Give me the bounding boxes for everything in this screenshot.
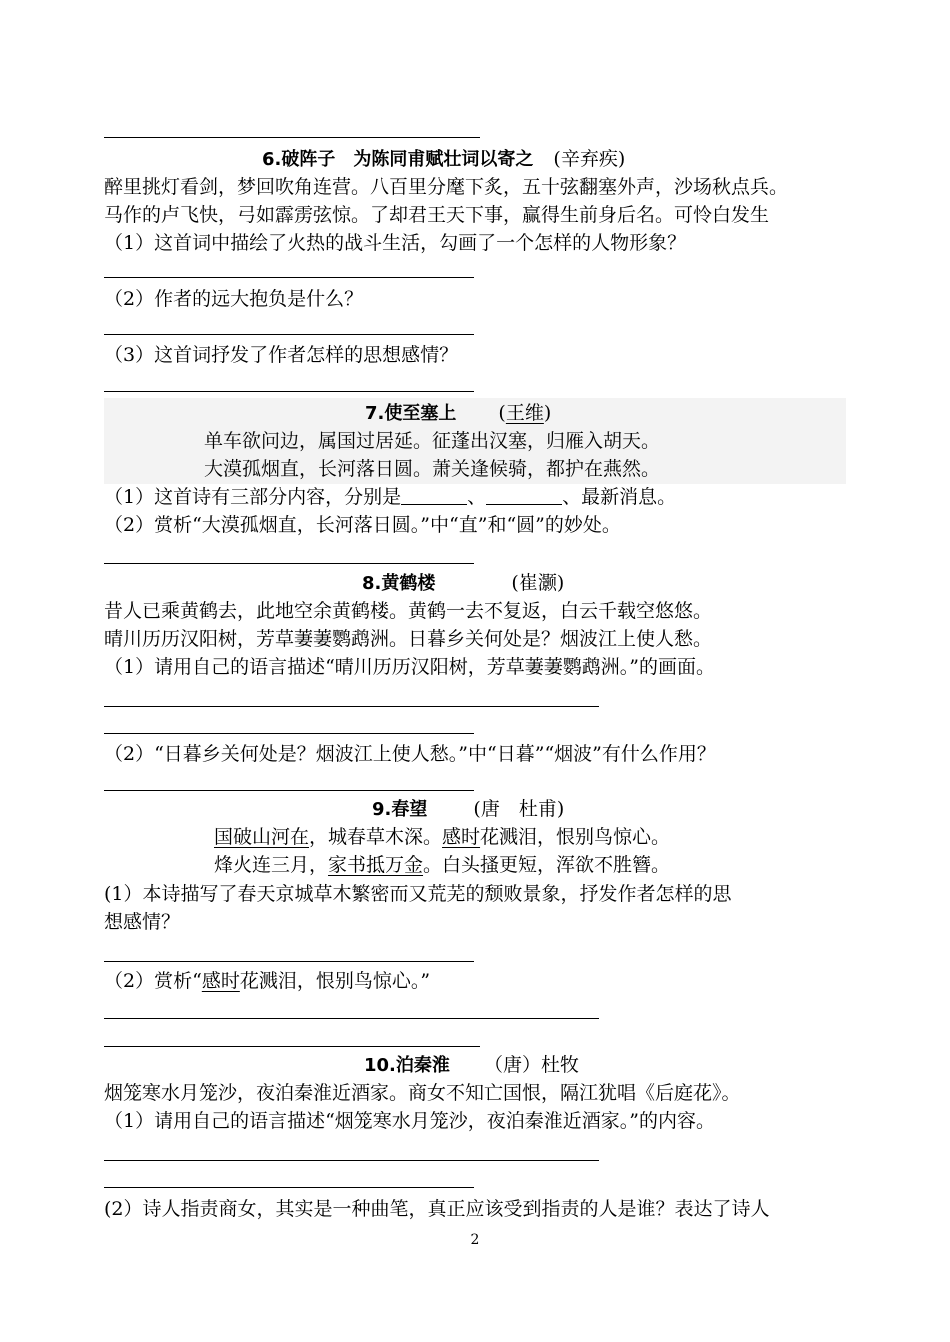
section-10-author: （唐）杜牧 [483, 1054, 579, 1076]
poem-line: 国破山河在，城春草木深。感时花溅泪，恨别鸟惊心。 [214, 826, 671, 848]
answer-line[interactable] [104, 1046, 480, 1047]
question: (2）诗人指责商女，其实是一种曲笔，真正应该受到指责的人是谁？表达了诗人 [104, 1198, 770, 1220]
question: （1）请用自己的语言描述“晴川历历汉阳树，芳草萋萋鹦鹉洲。”的画面。 [104, 656, 716, 678]
fill-blank[interactable] [486, 486, 562, 505]
poem-line: 醉里挑灯看剑，梦回吹角连营。八百里分麾下炙，五十弦翻塞外声，沙场秋点兵。 [104, 176, 789, 198]
answer-line [104, 137, 480, 138]
question: （2）赏析“感时花溅泪，恨别鸟惊心。” [104, 970, 431, 992]
section-8-title: 黄鹤楼 [381, 573, 436, 594]
question: （1）请用自己的语言描述“烟笼寒水月笼沙，夜泊秦淮近酒家。”的内容。 [104, 1110, 716, 1132]
answer-line[interactable] [104, 563, 474, 564]
question: （2）作者的远大抱负是什么？ [104, 288, 364, 310]
section-9-heading [372, 796, 564, 823]
section-8-number: 8. [362, 573, 382, 594]
section-6-title: 破阵子 为陈同甫赋壮词以寄之 [281, 149, 534, 170]
answer-line[interactable] [104, 733, 474, 734]
answer-line[interactable] [104, 961, 474, 962]
poem-line: 晴川历历汉阳树，芳草萋萋鹦鹉洲。日暮乡关何处是？烟波江上使人愁。 [104, 628, 713, 650]
section-6-number: 6. [262, 149, 282, 170]
section-7-author: (王维) [498, 402, 552, 424]
page-number: 2 [470, 1232, 480, 1248]
section-10-number: 10. [364, 1055, 396, 1076]
question: （1）这首诗有三部分内容，分别是 、 、最新消息。 [104, 486, 677, 508]
answer-line[interactable] [104, 334, 474, 335]
section-10-heading [364, 1052, 579, 1079]
question: (1）本诗描写了春天京城草木繁密而又荒芜的颓败景象，抒发作者怎样的思 [104, 883, 732, 905]
poem-line: 烽火连三月，家书抵万金。白头搔更短，浑欲不胜簪。 [214, 854, 671, 876]
poem-line: 昔人已乘黄鹤去，此地空余黄鹤楼。黄鹤一去不复返，白云千载空悠悠。 [104, 600, 713, 622]
poem-line: 单车欲问边，属国过居延。征蓬出汉塞，归雁入胡天。 [204, 430, 661, 452]
question: （2）“日暮乡关何处是？烟波江上使人愁。”中“日暮”“烟波”有什么作用？ [104, 743, 716, 765]
answer-line[interactable] [104, 790, 474, 791]
poem-line: 烟笼寒水月笼沙，夜泊秦淮近酒家。商女不知亡国恨，隔江犹唱《后庭花》。 [104, 1082, 741, 1104]
answer-line[interactable] [104, 1187, 474, 1188]
section-7-heading [365, 400, 551, 427]
section-9-author: (唐 杜甫) [473, 798, 565, 820]
section-8-author: (崔灏) [511, 572, 565, 594]
section-6-author: (辛弃疾) [553, 148, 626, 170]
section-6-heading [262, 146, 625, 173]
answer-line[interactable] [104, 277, 474, 278]
section-9-title: 春望 [391, 799, 428, 820]
section-9-number: 9. [372, 799, 392, 820]
answer-line[interactable] [104, 1160, 599, 1161]
poem-line: 大漠孤烟直，长河落日圆。萧关逢候骑，都护在燕然。 [204, 458, 661, 480]
section-7-number: 7. [365, 403, 385, 424]
section-7-title: 使至塞上 [384, 403, 457, 424]
fill-blank[interactable] [401, 486, 467, 505]
section-10-title: 泊秦淮 [395, 1055, 450, 1076]
question: （1）这首词中描绘了火热的战斗生活，勾画了一个怎样的人物形象？ [104, 232, 687, 254]
question: （3）这首词抒发了作者怎样的思想感情？ [104, 344, 459, 366]
answer-line[interactable] [104, 391, 474, 392]
poem-line: 马作的卢飞快，弓如霹雳弦惊。了却君王天下事，赢得生前身后名。可怜白发生 [104, 204, 770, 226]
answer-line[interactable] [104, 1018, 599, 1019]
answer-line[interactable] [104, 706, 599, 707]
question: （2）赏析“大漠孤烟直，长河落日圆。”中“直”和“圆”的妙处。 [104, 514, 621, 536]
section-8-heading [362, 570, 564, 597]
question: 想感情？ [104, 911, 181, 933]
